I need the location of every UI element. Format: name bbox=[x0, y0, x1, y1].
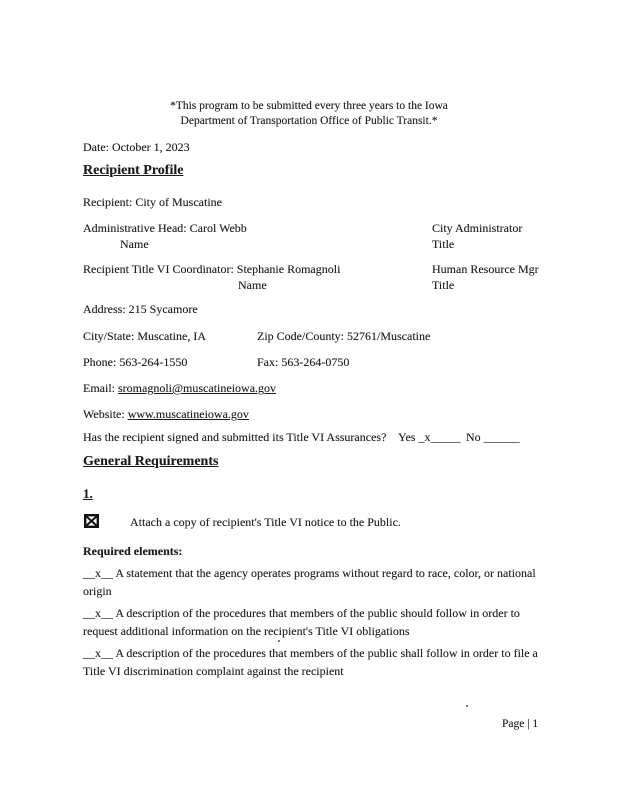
website-label: Website: bbox=[83, 407, 125, 421]
assurances-no-field: No ______ bbox=[466, 430, 520, 444]
admin-head-line: Administrative Head: Carol Webb bbox=[83, 221, 247, 235]
coordinator-title-value: Human Resource Mgr bbox=[432, 262, 539, 276]
zip-county-line: Zip Code/County: 52761/Muscatine bbox=[257, 329, 431, 343]
coordinator-name-caption: Name bbox=[238, 278, 267, 292]
required-element-3: __x__ A description of the procedures that members of the public shall follow in order to file a Title VI discrimination complaint against the recipient bbox=[83, 646, 538, 678]
phone-line: Phone: 563-264-1550 bbox=[83, 355, 188, 369]
email-label: Email: bbox=[83, 381, 115, 395]
recipient-profile-heading: Recipient Profile bbox=[83, 163, 184, 178]
page-number: Page | 1 bbox=[502, 718, 539, 730]
website-link[interactable]: www.muscatineiowa.gov bbox=[127, 407, 249, 421]
required-element-1: __x__ A statement that the agency operates programs without regard to race, color, or national origin bbox=[83, 566, 536, 598]
checked-checkbox-icon[interactable] bbox=[84, 514, 99, 528]
city-state-line: City/State: Muscatine, IA bbox=[83, 329, 206, 343]
scan-speck bbox=[278, 640, 280, 642]
general-requirements-heading: General Requirements bbox=[83, 454, 219, 469]
submission-note-line2: Department of Transportation Office of Public Transit.* bbox=[180, 115, 438, 127]
website-line bbox=[83, 407, 249, 421]
fax-line: Fax: 563-264-0750 bbox=[257, 355, 350, 369]
coordinator-title-caption: Title bbox=[432, 278, 455, 292]
scan-speck bbox=[466, 705, 468, 707]
admin-head-name-caption: Name bbox=[120, 237, 149, 251]
address-line: Address: 215 Sycamore bbox=[83, 302, 198, 316]
submission-note-line1: *This program to be submitted every three years to the Iowa bbox=[170, 100, 448, 112]
admin-head-title-caption: Title bbox=[432, 237, 455, 251]
email-line bbox=[83, 381, 276, 395]
assurances-yes-field: Yes _x_____ bbox=[398, 430, 461, 444]
required-element-2: __x__ A description of the procedures that members of the public should follow in order to request additional information on the recipient's Title VI obligations bbox=[83, 606, 520, 638]
date-line: Date: October 1, 2023 bbox=[83, 140, 190, 154]
recipient-line: Recipient: City of Muscatine bbox=[83, 195, 222, 209]
email-link[interactable]: sromagnoli@muscatineiowa.gov bbox=[118, 381, 277, 395]
item-number: 1. bbox=[83, 486, 93, 501]
checkbox-label: Attach a copy of recipient's Title VI notice to the Public. bbox=[130, 515, 401, 529]
required-elements-label: Required elements: bbox=[83, 544, 183, 558]
assurances-question: Has the recipient signed and submitted its Title VI Assurances? bbox=[83, 430, 387, 444]
admin-head-title-value: City Administrator bbox=[432, 221, 523, 235]
coordinator-line: Recipient Title VI Coordinator: Stephanie Romagnoli bbox=[83, 262, 341, 276]
